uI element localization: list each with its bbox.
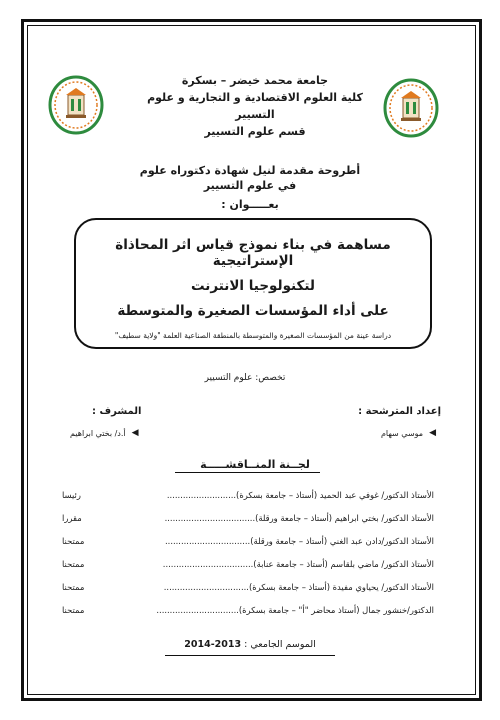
title-box xyxy=(74,218,432,349)
thesis-line-1: أطروحة مقدمة لنيل شهادة دكتوراه علوم xyxy=(139,164,361,177)
committee-member xyxy=(62,536,434,546)
thesis-description xyxy=(130,163,370,193)
member-text: الأستاذ الدكتور/ يحياوي مفيدة (أستاذ – جامعة بسكرة)................................ xyxy=(163,582,434,592)
member-role: ممتحنا xyxy=(62,536,85,546)
academic-year-underline xyxy=(165,655,335,656)
candidate-name: موسي سهام xyxy=(380,428,424,438)
title-subtitle: دراسة عينة من المؤسسات الصغيرة والمتوسطة بالمنطقة الصناعية العلمة "ولاية سطيف" xyxy=(114,331,392,340)
thesis-line-2: في علوم التسيير xyxy=(203,179,297,192)
prepared-by-row xyxy=(381,428,436,438)
member-text: الأستاذ الدكتور/ بختي ابراهيم (أستاذ – جامعة ورقلة).................................. xyxy=(164,513,434,523)
under-title-label: بعـــــوان : xyxy=(221,198,279,211)
member-text: الدكتور/خنشور جمال (أستاذ محاضر "أ" – جامعة بسكرة)............................... xyxy=(156,605,434,615)
member-text: الأستاذ الدكتور/ ماضي بلقاسم (أستاذ – جامعة عنابة).................................. xyxy=(162,559,434,569)
committee-member xyxy=(62,513,434,523)
left-university-seal-icon xyxy=(48,75,104,135)
title-line-3: على أداء المؤسسات الصغيرة والمتوسطة xyxy=(117,303,389,319)
faculty-name: كلية العلوم الاقتصادية و التجارية و علوم التسيير xyxy=(147,91,363,121)
member-role: ممتحنا xyxy=(62,582,85,592)
supervisor-name: أ.د/ بختي ابراهيم xyxy=(70,428,126,438)
committee-title: لجــنة المنــاقشـــــة xyxy=(200,458,310,471)
specialty: تخصص: علوم التسيير xyxy=(204,373,286,383)
member-text: الأستاذ الدكتور/دادن عبد الغني (أستاذ – جامعة ورقلة)................................ xyxy=(165,536,434,546)
committee-title-underline xyxy=(175,472,320,473)
committee-member xyxy=(62,490,434,500)
university-name: جامعة محمد خيضر – بسكرة xyxy=(181,74,329,87)
member-role: رئيسا xyxy=(62,490,81,500)
arrow-left-icon: ◀ xyxy=(429,428,436,438)
member-role: مقررا xyxy=(62,513,82,523)
academic-year-label: الموسم الجامعي : xyxy=(244,639,316,650)
department-name: قسم علوم التسيير xyxy=(204,125,306,138)
supervisor-row xyxy=(70,428,139,438)
title-line-1: مساهمة في بناء نموذج قياس اثر المحاذاة الإستراتيجية xyxy=(115,237,391,269)
academic-year xyxy=(140,639,360,650)
member-role: ممتحنا xyxy=(62,605,85,615)
member-text: الأستاذ الدكتور/ غوفي عبد الحميد (أستاذ – جامعة بسكرة).......................... xyxy=(166,490,434,500)
university-header xyxy=(145,72,365,140)
academic-year-value: 2013-2014 xyxy=(184,639,242,650)
supervisor-label: المشرف : xyxy=(92,406,142,417)
right-university-seal-icon xyxy=(383,78,439,138)
member-role: ممتحنا xyxy=(62,559,85,569)
title-line-2: لتكنولوجيا الانترنت xyxy=(191,278,315,294)
committee-member xyxy=(62,582,434,592)
committee-member xyxy=(62,559,434,569)
prepared-by-label: إعداد المترشحة : xyxy=(358,406,441,417)
committee-member xyxy=(62,605,434,615)
arrow-left-icon: ◀ xyxy=(131,428,139,438)
